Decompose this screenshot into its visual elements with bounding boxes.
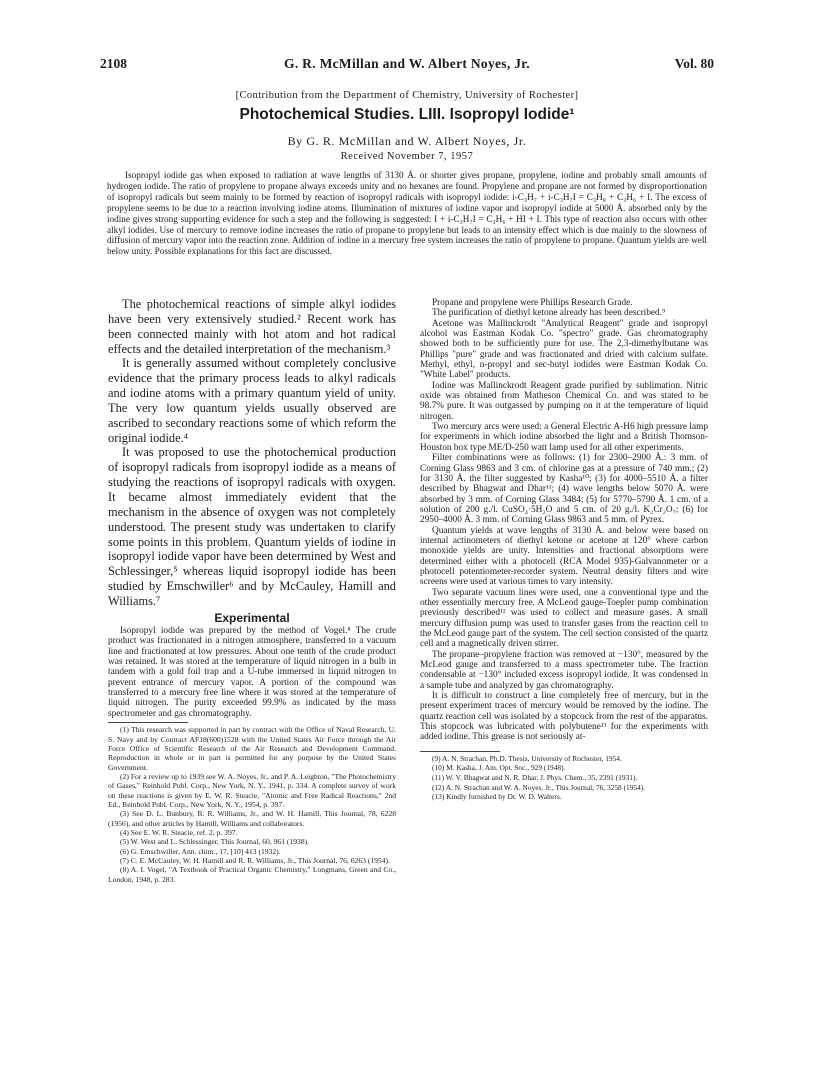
footnote: (11) W. V. Bhagwat and N. R. Dhar, J. Phys. Chem., 35, 2391 (1931). — [432, 772, 638, 782]
footnote: (4) See E. W. R. Steacie, ref. 2, p. 397. — [120, 827, 238, 837]
volume-number: Vol. 80 — [674, 56, 714, 71]
running-header — [100, 56, 714, 74]
body-paragraph: The photochemical reactions of simple alkyl iodides have been very extensively studied.² Recent work has been connected mainly with hot atom and hot radical effects and the detailed interpretation of the mechanism.³ — [108, 297, 396, 356]
right-column — [420, 298, 708, 802]
body-paragraph: Acetone was Mallinckrodt "Analytical Reagent" grade and isopropyl alcohol was Eastman Kodak Co. "spectro" grade. Gas chromatography showed both to be sufficiently pure for use. The 2,3-dimethylbutane was Phillips "pure" grade and was fractionated and dried with calcium sulfate. Methyl, ethyl, n-propyl and sec-butyl iodides were Eastman Kodak Co. "White Label" products. — [420, 318, 708, 381]
body-paragraph: It was proposed to use the photochemical production of isopropyl radicals from isopropyl iodide as a means of studying the reactions of isopropyl radicals with oxygen. It became almost immediately evident that the mechanism in the absence of oxygen was not completely understood. The present study was undertaken to clarify some points in this problem. Quantum yields of iodine in isopropyl iodide vapor have been determined by West and Schlessinger,⁵ whereas liquid isopropyl iodide has been studied by Emschwiller⁶ and by McCauley, Hamill and Williams.⁷ — [108, 445, 396, 608]
body-paragraph: The propane–propylene fraction was removed at −130°, measured by the McLeod gauge and transferred to a mass spectrometer tube. The fraction condensable at −130° included excess isopropyl iodide. It was condensed in a sample tube and analyzed by gas chromatography. — [420, 649, 708, 691]
body-paragraph: Two mercury arcs were used: a General Electric A-H6 high pressure lamp for experiments in which iodine absorbed the light and a British Thomson-Houston box type ME/D-250 watt lamp used for all other experiments. — [420, 422, 708, 453]
left-column — [108, 297, 396, 884]
body-paragraph: It is difficult to construct a line completely free of mercury, but in the present experiment traces of mercury would be removed by the iodine. The quartz reaction cell was isolated by a stopcock from the rest of the apparatus. This stopcock was lubricated with polybutene¹³ for the experiments with added iodine. This grease is not seriously at- — [420, 691, 708, 743]
body-paragraph: Filter combinations were as follows: (1) for 2300–2900 Å.: 3 mm. of Corning Glass 9863 and 3 cm. of chlorine gas at a pressure of 740 mm.; (2) for 3130 Å. the filter suggested by Kasha¹⁰; (3) for 4000–5510 Å. a filter described by Bhagwat and Dhar¹¹; (4) wave lengths below 5070 Å. were absorbed by 3 mm. of Corning Glass 3484; (5) for 5770–5790 Å. 1 cm. of a solution of 200 g./l. CuSO₄·5H₂O and 5 cm. of 20 g./l. K₂Cr₂O₇; (6) for 2950–4000 Å. 3 mm. of Corning Glass 9863 and 5 mm. of Pyrex. — [420, 453, 708, 526]
footnote: (3) See D. L. Bunbury, R. R. Williams, Jr., and W. H. Hamill, This Journal, 78, 6228 (1956), and other articles by Hamill, Williams and collaborators. — [108, 809, 396, 828]
section-heading: Experimental — [214, 610, 290, 625]
footnote: (12) A. N. Strachan and W. A. Noyes, Jr., This Journal, 76, 3258 (1954). — [432, 782, 646, 792]
footnote: (10) M. Kasha, J. Am. Opt. Soc., 929 (1948). — [432, 763, 566, 773]
footnote-rule — [108, 722, 188, 723]
footnote: (9) A. N. Strachan, Ph.D. Thesis, University of Rochester, 1954. — [432, 753, 622, 763]
footnote: (8) A. I. Vogel, "A Textbook of Practical Organic Chemistry," Longmans, Green and Co., London, 1948, p. 283. — [108, 865, 396, 884]
footnote: (5) W. West and L. Schlessinger, This Journal, 60, 961 (1938). — [120, 837, 310, 847]
article-title: Photochemical Studies. LIII. Isopropyl Iodide¹ — [239, 106, 575, 123]
body-paragraph: Quantum yields at wave lengths of 3130 Å. and below were based on internal actinometers of diethyl ketone or acetone at 120° where carbon monoxide yields are unity. Intensities and fractional absorptions were determined either with a photocell (RCA Model 935)-Galvanometer or a photocell potentiometer-recorder system. Neutral density filters and wire screens were used at various times to vary intensity. — [420, 525, 708, 588]
body-paragraph: The purification of diethyl ketone already has been described.⁹ — [432, 308, 666, 319]
body-paragraph: It is generally assumed without completely conclusive evidence that the primary process leads to alkyl radicals and iodine atoms with a primary quantum yield of unity. The very low quantum yields usually observed are ascribed to secondary reactions some of which reform the original iodide.⁴ — [108, 356, 396, 445]
footnote: (6) G. Emschwiller, Ann. chim., 17, [10] 413 (1932). — [120, 846, 281, 856]
byline: By G. R. McMillan and W. Albert Noyes, Jr. — [287, 134, 527, 148]
page-number: 2108 — [100, 56, 127, 71]
running-header-authors: G. R. McMillan and W. Albert Noyes, Jr. — [284, 56, 530, 71]
footnote-rule — [420, 751, 500, 752]
body-paragraph: Two separate vacuum lines were used, one a conventional type and the other essentially mercury free. A McLeod gauge-Toepler pump combination previously described¹² was used to collect and measure gases. A small mercury diffusion pump was used to transfer gases from the reaction cell to the McLeod gauge part of the system. The cell section consisted of the quartz cell and a magnetically driven stirrer. — [420, 587, 708, 650]
body-paragraph: Isopropyl iodide was prepared by the method of Vogel.⁸ The crude product was fractionated in a nitrogen atmosphere, transferred to a vacuum line and fractionated at low pressures. About one tenth of the crude product was retained. It was stored at the temperature of liquid nitrogen in a bulb in tandem with a gold foil trap and a U-tube immersed in liquid nitrogen to prevent entrance of mercury vapor. A portion of the compound was transferred to a mercury free line where it was stored at the temperature of liquid nitrogen. The purity exceeded 99.9% as indicated by the mass spectrometer and gas chromatography. — [108, 626, 396, 719]
contribution-line: [Contribution from the Department of Chemistry, University of Rochester] — [235, 90, 579, 101]
received-date: Received November 7, 1957 — [340, 151, 474, 162]
footnote: (1) This research was supported in part by contract with the Office of Naval Research, U. S. Navy and by Contract AF18(600)1528 with the United States Air Force through the Air Force Office of Scientific Research of the Air Research and Development Command. Reproduction in whole or in part is permitted for any purpose by the United States Government. — [108, 725, 396, 772]
abstract: Isopropyl iodide gas when exposed to radiation at wave lengths of 3130 Å. or shorter gives propane, propylene, iodine and probably small amounts of hydrogen iodide. The ratio of propylene to propane always exceeds unity and no hexanes are found. Propylene and propane are not formed by disproportionation of isopropyl radicals but seem mainly to be formed by reaction of isopropyl radicals with isopropyl iodide: i-C₃H₇ + i-C₃H₇I = C₃H₈ + C₃H₆ + I. The excess of propylene seems to be due to a reaction involving iodine atoms. Illumination of mixtures of iodine vapor and isopropyl iodide at 5000 Å. absorbed only by the iodine gives strong supporting evidence for such a step and the following is suggested: I + i-C₃H₇I = C₃H₆ + HI + I. This type of reaction also occurs with other alkyl iodides. Use of mercury to remove iodine increases the ratio of propane to propylene but leads to an intensity effect which is due mainly to the slowness of diffusion of mercury vapor into the reaction zone. Addition of iodine in a mercury free system increases the ratio of propylene to propane. Quantum yields are well below unity. Possible explanations for this fact are discussed. — [107, 170, 707, 257]
footnotes-block — [420, 751, 708, 802]
footnote: (2) For a review up to 1939 see W. A. Noyes, Jr., and P. A. Leighton, "The Photochemistry of Gases," Reinhold Publ. Corp., New York, N. Y., 1941, p. 334. A complete survey of work on these reactions is given by E. W. R. Steacie, "Atomic and Free Radical Reactions," 2nd Ed., Reinhold Publ. Corp., New York, N. Y., 1954, p. 397. — [108, 771, 396, 809]
footnote: (13) Kindly furnished by Dr. W. D. Walters. — [432, 792, 562, 802]
body-paragraph: Propane and propylene were Phillips Research Grade. — [432, 298, 633, 308]
body-paragraph: Iodine was Mallinckrodt Reagent grade purified by sublimation. Nitric oxide was obtained from Matheson Chemical Co. and was stated to be 98.7% pure. It was outgassed by pumping on it at the temperature of liquid nitrogen. — [420, 380, 708, 422]
footnote: (7) C. E. McCauley, W. H. Hamill and R. R. Williams, Jr., This Journal, 76, 6263 (1954). — [120, 855, 390, 865]
